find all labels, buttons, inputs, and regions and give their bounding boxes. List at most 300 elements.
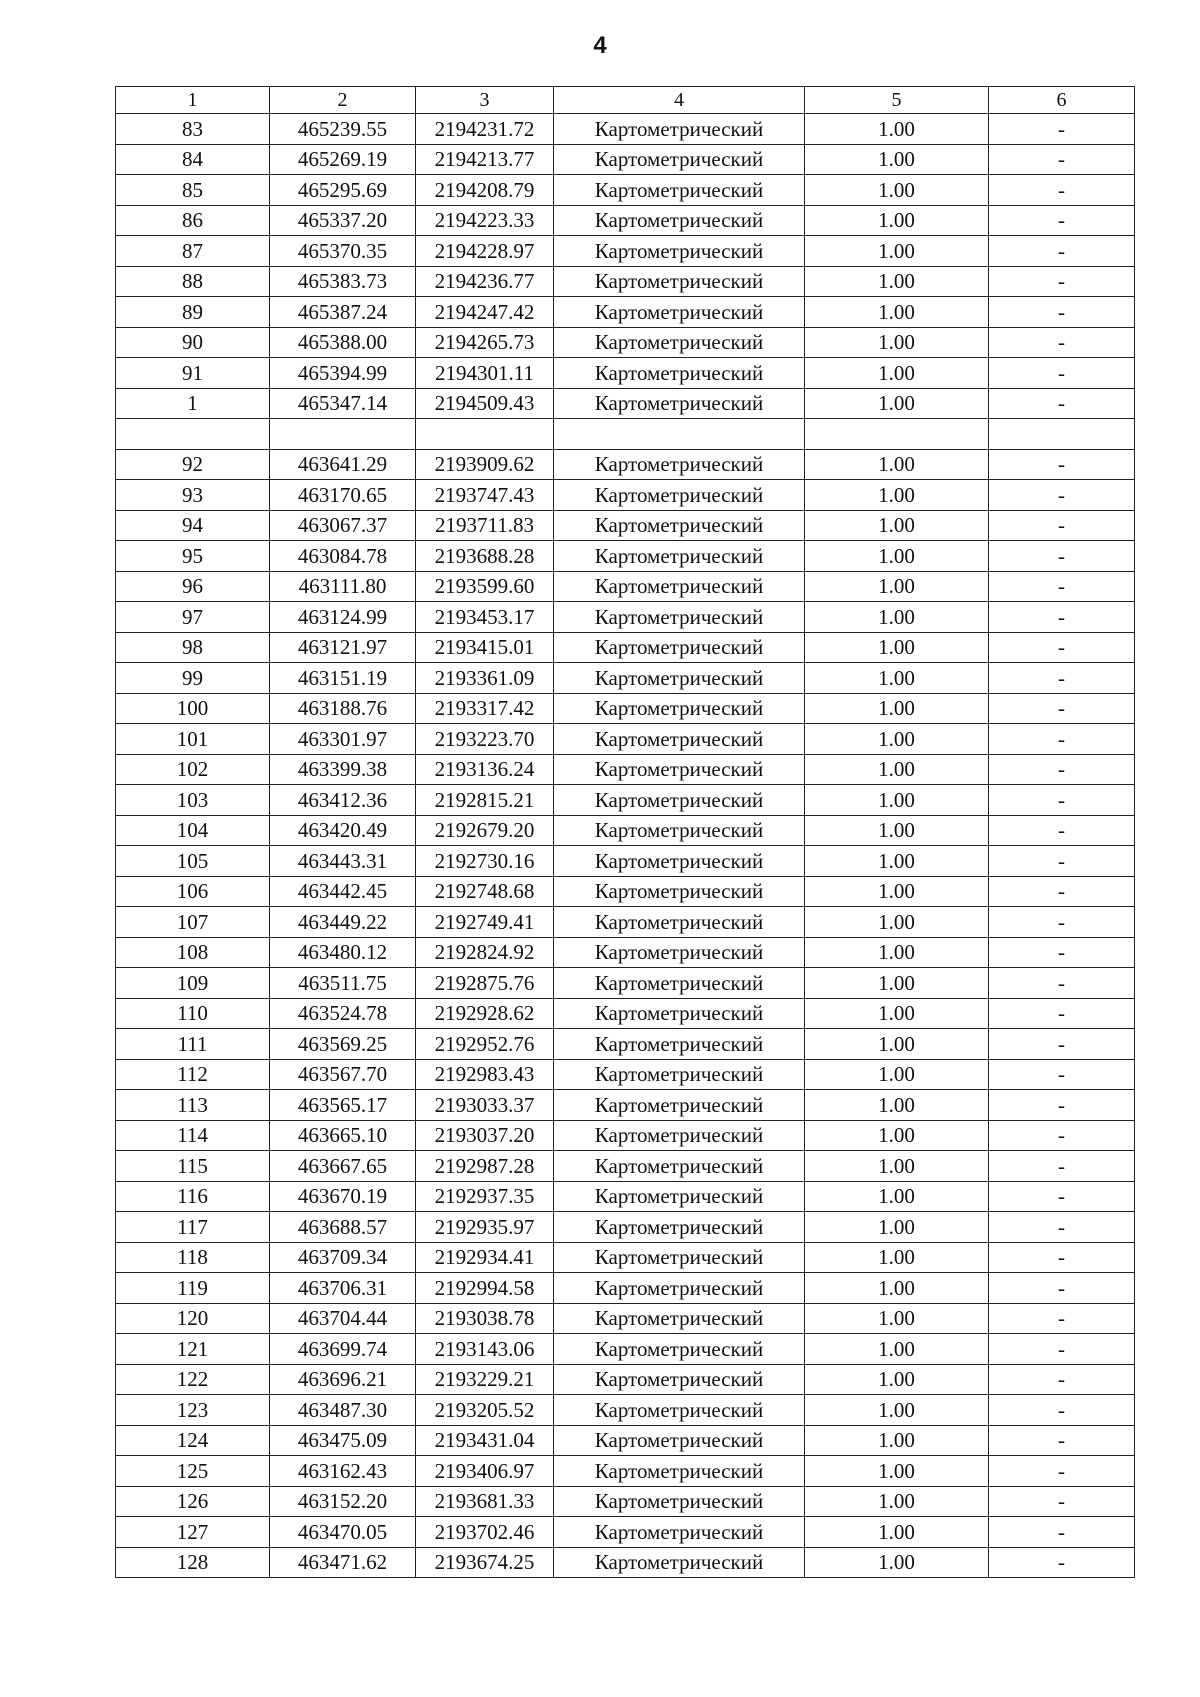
empty-cell xyxy=(116,419,270,450)
point-number-cell: 106 xyxy=(116,876,270,907)
method-cell: Картометрический xyxy=(554,541,805,572)
point-number-cell: 84 xyxy=(116,144,270,175)
method-cell: Картометрический xyxy=(554,388,805,419)
point-number-cell: 96 xyxy=(116,571,270,602)
method-cell: Картометрический xyxy=(554,1242,805,1273)
method-cell: Картометрический xyxy=(554,1395,805,1426)
point-number-cell: 102 xyxy=(116,754,270,785)
accuracy-cell: 1.00 xyxy=(805,266,989,297)
method-cell: Картометрический xyxy=(554,114,805,145)
accuracy-cell: 1.00 xyxy=(805,998,989,1029)
note-cell: - xyxy=(989,266,1135,297)
note-cell: - xyxy=(989,846,1135,877)
point-number-cell: 100 xyxy=(116,693,270,724)
x-coordinate-cell: 463084.78 xyxy=(270,541,416,572)
note-cell: - xyxy=(989,1425,1135,1456)
note-cell: - xyxy=(989,937,1135,968)
y-coordinate-cell: 2192748.68 xyxy=(416,876,554,907)
accuracy-cell: 1.00 xyxy=(805,541,989,572)
x-coordinate-cell: 463152.20 xyxy=(270,1486,416,1517)
x-coordinate-cell: 463511.75 xyxy=(270,968,416,999)
x-coordinate-cell: 463670.19 xyxy=(270,1181,416,1212)
note-cell: - xyxy=(989,1242,1135,1273)
accuracy-cell: 1.00 xyxy=(805,1029,989,1060)
table-row xyxy=(116,724,1135,755)
header-cell: 1 xyxy=(116,87,270,114)
x-coordinate-cell: 465239.55 xyxy=(270,114,416,145)
method-cell: Картометрический xyxy=(554,754,805,785)
method-cell: Картометрический xyxy=(554,1486,805,1517)
header-cell: 2 xyxy=(270,87,416,114)
note-cell: - xyxy=(989,907,1135,938)
accuracy-cell: 1.00 xyxy=(805,724,989,755)
x-coordinate-cell: 463162.43 xyxy=(270,1456,416,1487)
point-number-cell: 125 xyxy=(116,1456,270,1487)
table-row xyxy=(116,876,1135,907)
note-cell: - xyxy=(989,1456,1135,1487)
method-cell: Картометрический xyxy=(554,266,805,297)
y-coordinate-cell: 2193415.01 xyxy=(416,632,554,663)
note-cell: - xyxy=(989,510,1135,541)
note-cell: - xyxy=(989,1486,1135,1517)
table-row xyxy=(116,968,1135,999)
table-row xyxy=(116,144,1135,175)
method-cell: Картометрический xyxy=(554,815,805,846)
accuracy-cell: 1.00 xyxy=(805,1303,989,1334)
x-coordinate-cell: 463124.99 xyxy=(270,602,416,633)
point-number-cell: 128 xyxy=(116,1547,270,1578)
table-row xyxy=(116,998,1135,1029)
accuracy-cell: 1.00 xyxy=(805,1547,989,1578)
x-coordinate-cell: 463188.76 xyxy=(270,693,416,724)
table-row xyxy=(116,937,1135,968)
table-row xyxy=(116,1517,1135,1548)
y-coordinate-cell: 2193038.78 xyxy=(416,1303,554,1334)
y-coordinate-cell: 2194208.79 xyxy=(416,175,554,206)
table-row xyxy=(116,541,1135,572)
y-coordinate-cell: 2193205.52 xyxy=(416,1395,554,1426)
note-cell: - xyxy=(989,1181,1135,1212)
coordinates-table xyxy=(115,86,1135,1578)
y-coordinate-cell: 2193688.28 xyxy=(416,541,554,572)
accuracy-cell: 1.00 xyxy=(805,1456,989,1487)
empty-cell xyxy=(554,419,805,450)
note-cell: - xyxy=(989,632,1135,663)
table-row xyxy=(116,297,1135,328)
point-number-cell: 108 xyxy=(116,937,270,968)
y-coordinate-cell: 2194265.73 xyxy=(416,327,554,358)
method-cell: Картометрический xyxy=(554,510,805,541)
table-row xyxy=(116,1334,1135,1365)
table-row xyxy=(116,1212,1135,1243)
x-coordinate-cell: 463667.65 xyxy=(270,1151,416,1182)
method-cell: Картометрический xyxy=(554,1212,805,1243)
point-number-cell: 122 xyxy=(116,1364,270,1395)
y-coordinate-cell: 2192679.20 xyxy=(416,815,554,846)
point-number-cell: 88 xyxy=(116,266,270,297)
table-row xyxy=(116,1120,1135,1151)
table-row xyxy=(116,754,1135,785)
table-row xyxy=(116,1486,1135,1517)
method-cell: Картометрический xyxy=(554,876,805,907)
point-number-cell: 93 xyxy=(116,480,270,511)
x-coordinate-cell: 463699.74 xyxy=(270,1334,416,1365)
accuracy-cell: 1.00 xyxy=(805,876,989,907)
table-row xyxy=(116,1456,1135,1487)
y-coordinate-cell: 2193599.60 xyxy=(416,571,554,602)
x-coordinate-cell: 463524.78 xyxy=(270,998,416,1029)
point-number-cell: 98 xyxy=(116,632,270,663)
accuracy-cell: 1.00 xyxy=(805,1090,989,1121)
y-coordinate-cell: 2194236.77 xyxy=(416,266,554,297)
accuracy-cell: 1.00 xyxy=(805,1212,989,1243)
accuracy-cell: 1.00 xyxy=(805,388,989,419)
y-coordinate-cell: 2193909.62 xyxy=(416,449,554,480)
x-coordinate-cell: 463567.70 xyxy=(270,1059,416,1090)
y-coordinate-cell: 2193033.37 xyxy=(416,1090,554,1121)
point-number-cell: 92 xyxy=(116,449,270,480)
y-coordinate-cell: 2194213.77 xyxy=(416,144,554,175)
y-coordinate-cell: 2193136.24 xyxy=(416,754,554,785)
y-coordinate-cell: 2192749.41 xyxy=(416,907,554,938)
table-row xyxy=(116,1151,1135,1182)
accuracy-cell: 1.00 xyxy=(805,358,989,389)
y-coordinate-cell: 2193037.20 xyxy=(416,1120,554,1151)
y-coordinate-cell: 2193453.17 xyxy=(416,602,554,633)
accuracy-cell: 1.00 xyxy=(805,1364,989,1395)
method-cell: Картометрический xyxy=(554,1334,805,1365)
accuracy-cell: 1.00 xyxy=(805,1425,989,1456)
point-number-cell: 87 xyxy=(116,236,270,267)
x-coordinate-cell: 463151.19 xyxy=(270,663,416,694)
x-coordinate-cell: 463301.97 xyxy=(270,724,416,755)
y-coordinate-cell: 2194231.72 xyxy=(416,114,554,145)
table-row xyxy=(116,1181,1135,1212)
note-cell: - xyxy=(989,449,1135,480)
note-cell: - xyxy=(989,1517,1135,1548)
note-cell: - xyxy=(989,480,1135,511)
method-cell: Картометрический xyxy=(554,449,805,480)
y-coordinate-cell: 2192934.41 xyxy=(416,1242,554,1273)
y-coordinate-cell: 2192875.76 xyxy=(416,968,554,999)
method-cell: Картометрический xyxy=(554,1425,805,1456)
note-cell: - xyxy=(989,693,1135,724)
method-cell: Картометрический xyxy=(554,937,805,968)
method-cell: Картометрический xyxy=(554,205,805,236)
note-cell: - xyxy=(989,876,1135,907)
method-cell: Картометрический xyxy=(554,846,805,877)
accuracy-cell: 1.00 xyxy=(805,937,989,968)
method-cell: Картометрический xyxy=(554,297,805,328)
accuracy-cell: 1.00 xyxy=(805,114,989,145)
y-coordinate-cell: 2192815.21 xyxy=(416,785,554,816)
y-coordinate-cell: 2194223.33 xyxy=(416,205,554,236)
note-cell: - xyxy=(989,1029,1135,1060)
x-coordinate-cell: 463443.31 xyxy=(270,846,416,877)
table-row xyxy=(116,846,1135,877)
point-number-cell: 116 xyxy=(116,1181,270,1212)
accuracy-cell: 1.00 xyxy=(805,571,989,602)
method-cell: Картометрический xyxy=(554,1517,805,1548)
y-coordinate-cell: 2193406.97 xyxy=(416,1456,554,1487)
x-coordinate-cell: 463111.80 xyxy=(270,571,416,602)
point-number-cell: 86 xyxy=(116,205,270,236)
empty-cell xyxy=(270,419,416,450)
x-coordinate-cell: 463480.12 xyxy=(270,937,416,968)
empty-cell xyxy=(416,419,554,450)
note-cell: - xyxy=(989,815,1135,846)
table-row xyxy=(116,205,1135,236)
table-row xyxy=(116,602,1135,633)
point-number-cell: 105 xyxy=(116,846,270,877)
table-row xyxy=(116,785,1135,816)
table-row xyxy=(116,632,1135,663)
x-coordinate-cell: 463688.57 xyxy=(270,1212,416,1243)
accuracy-cell: 1.00 xyxy=(805,144,989,175)
point-number-cell: 120 xyxy=(116,1303,270,1334)
accuracy-cell: 1.00 xyxy=(805,510,989,541)
table-row xyxy=(116,1059,1135,1090)
method-cell: Картометрический xyxy=(554,1181,805,1212)
x-coordinate-cell: 463565.17 xyxy=(270,1090,416,1121)
y-coordinate-cell: 2192994.58 xyxy=(416,1273,554,1304)
table-row xyxy=(116,358,1135,389)
accuracy-cell: 1.00 xyxy=(805,236,989,267)
point-number-cell: 127 xyxy=(116,1517,270,1548)
x-coordinate-cell: 465347.14 xyxy=(270,388,416,419)
accuracy-cell: 1.00 xyxy=(805,1242,989,1273)
accuracy-cell: 1.00 xyxy=(805,1334,989,1365)
point-number-cell: 103 xyxy=(116,785,270,816)
accuracy-cell: 1.00 xyxy=(805,297,989,328)
point-number-cell: 1 xyxy=(116,388,270,419)
method-cell: Картометрический xyxy=(554,1303,805,1334)
note-cell: - xyxy=(989,1334,1135,1365)
x-coordinate-cell: 463420.49 xyxy=(270,815,416,846)
table-row xyxy=(116,510,1135,541)
accuracy-cell: 1.00 xyxy=(805,754,989,785)
note-cell: - xyxy=(989,968,1135,999)
point-number-cell: 89 xyxy=(116,297,270,328)
accuracy-cell: 1.00 xyxy=(805,327,989,358)
page-number: 4 xyxy=(593,32,607,59)
y-coordinate-cell: 2193143.06 xyxy=(416,1334,554,1365)
accuracy-cell: 1.00 xyxy=(805,1181,989,1212)
note-cell: - xyxy=(989,1120,1135,1151)
table-row xyxy=(116,1425,1135,1456)
header-cell: 6 xyxy=(989,87,1135,114)
empty-cell xyxy=(805,419,989,450)
y-coordinate-cell: 2194301.11 xyxy=(416,358,554,389)
y-coordinate-cell: 2192730.16 xyxy=(416,846,554,877)
method-cell: Картометрический xyxy=(554,144,805,175)
point-number-cell: 112 xyxy=(116,1059,270,1090)
accuracy-cell: 1.00 xyxy=(805,602,989,633)
y-coordinate-cell: 2192983.43 xyxy=(416,1059,554,1090)
y-coordinate-cell: 2194509.43 xyxy=(416,388,554,419)
y-coordinate-cell: 2192824.92 xyxy=(416,937,554,968)
y-coordinate-cell: 2192928.62 xyxy=(416,998,554,1029)
x-coordinate-cell: 463470.05 xyxy=(270,1517,416,1548)
method-cell: Картометрический xyxy=(554,571,805,602)
point-number-cell: 104 xyxy=(116,815,270,846)
table-row xyxy=(116,480,1135,511)
x-coordinate-cell: 465383.73 xyxy=(270,266,416,297)
method-cell: Картометрический xyxy=(554,968,805,999)
note-cell: - xyxy=(989,144,1135,175)
table-header-row xyxy=(116,87,1135,114)
note-cell: - xyxy=(989,541,1135,572)
accuracy-cell: 1.00 xyxy=(805,968,989,999)
table-row xyxy=(116,266,1135,297)
table-body xyxy=(116,87,1135,1578)
y-coordinate-cell: 2193229.21 xyxy=(416,1364,554,1395)
accuracy-cell: 1.00 xyxy=(805,1517,989,1548)
accuracy-cell: 1.00 xyxy=(805,815,989,846)
point-number-cell: 97 xyxy=(116,602,270,633)
x-coordinate-cell: 463399.38 xyxy=(270,754,416,785)
x-coordinate-cell: 463696.21 xyxy=(270,1364,416,1395)
note-cell: - xyxy=(989,1364,1135,1395)
y-coordinate-cell: 2192987.28 xyxy=(416,1151,554,1182)
point-number-cell: 95 xyxy=(116,541,270,572)
table-row xyxy=(116,1029,1135,1060)
header-cell: 4 xyxy=(554,87,805,114)
point-number-cell: 85 xyxy=(116,175,270,206)
y-coordinate-cell: 2192935.97 xyxy=(416,1212,554,1243)
x-coordinate-cell: 463709.34 xyxy=(270,1242,416,1273)
note-cell: - xyxy=(989,1090,1135,1121)
table-row xyxy=(116,114,1135,145)
table-row xyxy=(116,449,1135,480)
table-row xyxy=(116,907,1135,938)
table-row xyxy=(116,1242,1135,1273)
x-coordinate-cell: 463641.29 xyxy=(270,449,416,480)
x-coordinate-cell: 463706.31 xyxy=(270,1273,416,1304)
point-number-cell: 126 xyxy=(116,1486,270,1517)
table-row xyxy=(116,693,1135,724)
table-row xyxy=(116,327,1135,358)
note-cell: - xyxy=(989,785,1135,816)
note-cell: - xyxy=(989,236,1135,267)
y-coordinate-cell: 2194247.42 xyxy=(416,297,554,328)
table-row xyxy=(116,571,1135,602)
note-cell: - xyxy=(989,1212,1135,1243)
x-coordinate-cell: 465337.20 xyxy=(270,205,416,236)
note-cell: - xyxy=(989,297,1135,328)
method-cell: Картометрический xyxy=(554,1120,805,1151)
method-cell: Картометрический xyxy=(554,1090,805,1121)
y-coordinate-cell: 2194228.97 xyxy=(416,236,554,267)
method-cell: Картометрический xyxy=(554,1151,805,1182)
empty-cell xyxy=(989,419,1135,450)
table-row xyxy=(116,175,1135,206)
accuracy-cell: 1.00 xyxy=(805,785,989,816)
method-cell: Картометрический xyxy=(554,632,805,663)
x-coordinate-cell: 463704.44 xyxy=(270,1303,416,1334)
accuracy-cell: 1.00 xyxy=(805,663,989,694)
y-coordinate-cell: 2193711.83 xyxy=(416,510,554,541)
point-number-cell: 94 xyxy=(116,510,270,541)
method-cell: Картометрический xyxy=(554,1029,805,1060)
point-number-cell: 113 xyxy=(116,1090,270,1121)
y-coordinate-cell: 2193431.04 xyxy=(416,1425,554,1456)
point-number-cell: 121 xyxy=(116,1334,270,1365)
method-cell: Картометрический xyxy=(554,998,805,1029)
accuracy-cell: 1.00 xyxy=(805,1059,989,1090)
x-coordinate-cell: 463442.45 xyxy=(270,876,416,907)
accuracy-cell: 1.00 xyxy=(805,449,989,480)
table-row xyxy=(116,236,1135,267)
accuracy-cell: 1.00 xyxy=(805,693,989,724)
accuracy-cell: 1.00 xyxy=(805,1151,989,1182)
method-cell: Картометрический xyxy=(554,175,805,206)
y-coordinate-cell: 2192952.76 xyxy=(416,1029,554,1060)
note-cell: - xyxy=(989,388,1135,419)
x-coordinate-cell: 463665.10 xyxy=(270,1120,416,1151)
y-coordinate-cell: 2193223.70 xyxy=(416,724,554,755)
note-cell: - xyxy=(989,1395,1135,1426)
x-coordinate-cell: 465387.24 xyxy=(270,297,416,328)
accuracy-cell: 1.00 xyxy=(805,175,989,206)
x-coordinate-cell: 463449.22 xyxy=(270,907,416,938)
method-cell: Картометрический xyxy=(554,602,805,633)
accuracy-cell: 1.00 xyxy=(805,205,989,236)
accuracy-cell: 1.00 xyxy=(805,632,989,663)
point-number-cell: 83 xyxy=(116,114,270,145)
point-number-cell: 123 xyxy=(116,1395,270,1426)
y-coordinate-cell: 2192937.35 xyxy=(416,1181,554,1212)
method-cell: Картометрический xyxy=(554,327,805,358)
x-coordinate-cell: 463170.65 xyxy=(270,480,416,511)
accuracy-cell: 1.00 xyxy=(805,846,989,877)
x-coordinate-cell: 463569.25 xyxy=(270,1029,416,1060)
note-cell: - xyxy=(989,1547,1135,1578)
accuracy-cell: 1.00 xyxy=(805,1273,989,1304)
note-cell: - xyxy=(989,327,1135,358)
point-number-cell: 124 xyxy=(116,1425,270,1456)
note-cell: - xyxy=(989,205,1135,236)
x-coordinate-cell: 465370.35 xyxy=(270,236,416,267)
accuracy-cell: 1.00 xyxy=(805,907,989,938)
point-number-cell: 110 xyxy=(116,998,270,1029)
table-row xyxy=(116,1547,1135,1578)
table-row xyxy=(116,1090,1135,1121)
header-cell: 3 xyxy=(416,87,554,114)
method-cell: Картометрический xyxy=(554,693,805,724)
accuracy-cell: 1.00 xyxy=(805,1486,989,1517)
table-row xyxy=(116,388,1135,419)
method-cell: Картометрический xyxy=(554,1273,805,1304)
point-number-cell: 118 xyxy=(116,1242,270,1273)
method-cell: Картометрический xyxy=(554,907,805,938)
note-cell: - xyxy=(989,1303,1135,1334)
point-number-cell: 109 xyxy=(116,968,270,999)
note-cell: - xyxy=(989,571,1135,602)
note-cell: - xyxy=(989,663,1135,694)
x-coordinate-cell: 463121.97 xyxy=(270,632,416,663)
note-cell: - xyxy=(989,358,1135,389)
point-number-cell: 90 xyxy=(116,327,270,358)
table-row xyxy=(116,1395,1135,1426)
point-number-cell: 101 xyxy=(116,724,270,755)
note-cell: - xyxy=(989,754,1135,785)
note-cell: - xyxy=(989,114,1135,145)
y-coordinate-cell: 2193317.42 xyxy=(416,693,554,724)
separator-row xyxy=(116,419,1135,450)
accuracy-cell: 1.00 xyxy=(805,480,989,511)
note-cell: - xyxy=(989,602,1135,633)
